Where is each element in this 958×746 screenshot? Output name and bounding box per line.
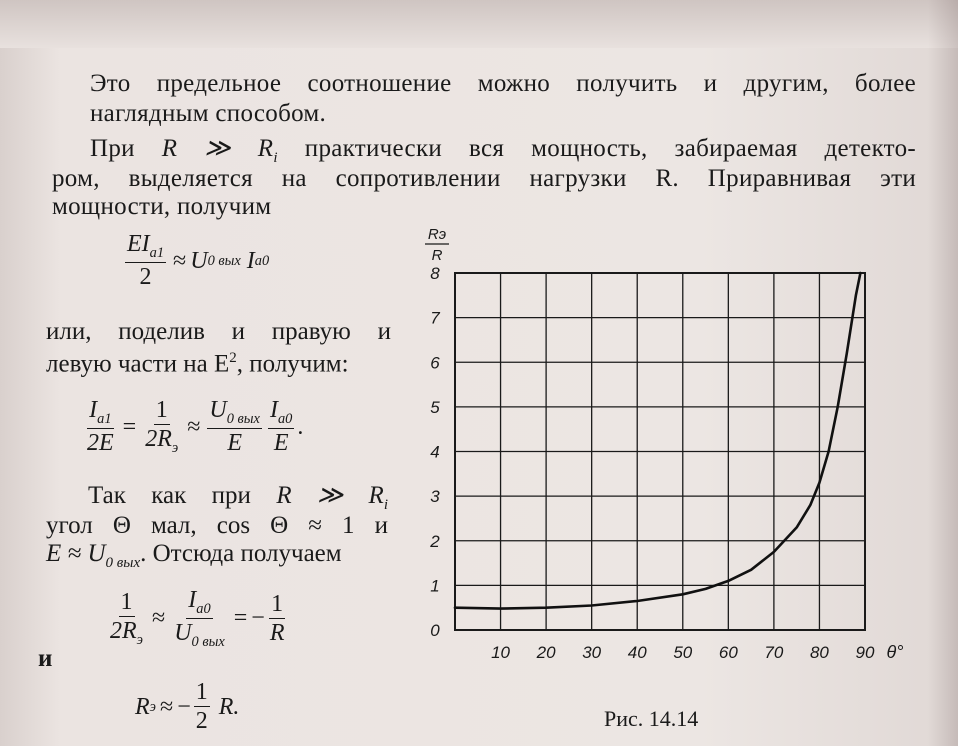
figure-caption: Рис. 14.14 — [604, 706, 699, 731]
text-line-4: ром, выделяется на сопротивлении нагрузки R. Приравнивая эти — [52, 165, 916, 192]
y-tick-label: 8 — [430, 264, 440, 283]
formula-2: $\frac{I_{a1}}{2E}$ = $\frac{1}{2R_э}$ ≈ $\frac{U_{0 вых}}{E}$ $\frac{I_{a0}}{E}$ . — [87, 397, 304, 456]
y-tick-label: 2 — [430, 531, 440, 551]
formula-1: $\frac{EI_{a1}}{2}$ ≈ U 0 вых I a0 — [127, 231, 270, 290]
formula-4: R э ≈ − $\frac{1}{2}$ R. — [135, 679, 240, 735]
text-line-5: мощности, получим — [52, 193, 272, 220]
text-line-3-sub: i — [273, 150, 278, 166]
y-axis-label-den: R — [431, 247, 443, 264]
text-since-line-2: угол Θ мал, cos Θ ≈ 1 и — [46, 512, 388, 539]
x-tick-label: 70 — [764, 643, 784, 662]
chart-svg — [410, 225, 920, 705]
text-or-line-1: или, поделив и правую и — [46, 318, 391, 345]
text-or-line-2: левую части на $E^2$, получим: — [46, 350, 349, 378]
x-tick-label: 20 — [536, 643, 556, 662]
y-tick-label: 1 — [430, 576, 440, 596]
y-tick-label: 3 — [430, 487, 440, 507]
text-line-1: Это предельное соотношение можно получить и другим, более — [90, 70, 916, 97]
text-since-line-1: Так как при R ≫ $R_i$ — [88, 482, 388, 513]
text-line-2: наглядным способом. — [90, 100, 327, 127]
curve-series — [455, 273, 860, 609]
text-line-3 — [90, 133, 916, 167]
text-line-3-post: практически вся мощность, забираемая детекто- — [277, 135, 917, 162]
figure-14-14 — [410, 225, 920, 705]
y-tick-label: 4 — [430, 442, 440, 462]
y-tick-label: 5 — [430, 397, 440, 417]
x-tick-label: 80 — [809, 643, 829, 662]
page-top-shadow — [0, 0, 958, 48]
text-and-word: и — [38, 645, 53, 672]
x-tick-label: 90 — [855, 643, 875, 662]
text-since-line-3: $E \approx U_{0 вых}$. Отсюда получаем — [46, 540, 342, 571]
formula-3: $\frac{1}{2R_э}$ ≈ $\frac{I_{a0}}{U_{0 вых}}$ = − $\frac{1}{R}$ — [110, 587, 285, 650]
x-tick-label: 40 — [627, 643, 647, 662]
x-tick-label: 60 — [718, 643, 738, 662]
page-right-shadow — [928, 0, 958, 746]
y-axis-label-num: Rэ — [427, 226, 447, 243]
text-line-3-math: R ≫ R — [161, 135, 274, 162]
x-tick-label: 30 — [582, 643, 602, 662]
x-axis-label: θ° — [886, 642, 904, 662]
y-tick-label: 0 — [430, 621, 440, 640]
y-tick-label: 7 — [430, 308, 440, 328]
y-tick-label: 6 — [430, 353, 440, 373]
x-tick-label: 50 — [673, 643, 693, 662]
text-line-3-pre: При — [90, 135, 162, 162]
formula-1-fraction: $\frac{EI_{a1}}{2}$ — [127, 231, 165, 290]
x-tick-label: 10 — [491, 643, 511, 662]
